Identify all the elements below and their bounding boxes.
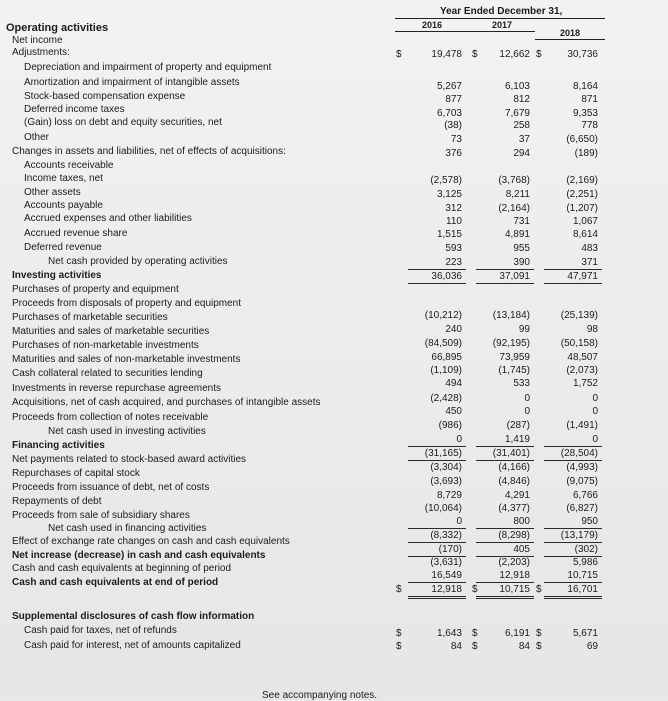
- cell-2017: 6,191: [504, 628, 530, 639]
- cell-2016: 19,478: [431, 49, 462, 60]
- cell-2018: (2,169): [566, 175, 598, 186]
- row-label: Purchases of marketable securities: [12, 312, 168, 323]
- cell-2016: 8,729: [436, 490, 462, 501]
- total-rule: [476, 542, 534, 543]
- row-label: Cash paid for taxes, net of refunds: [24, 625, 177, 636]
- cell-2017: (3,768): [498, 175, 530, 186]
- cell-2017: 258: [513, 120, 530, 131]
- row-label: Cash collateral related to securities lending: [12, 368, 203, 379]
- total-rule: [476, 596, 534, 597]
- total-rule: [544, 283, 602, 284]
- cell-2017: 0: [524, 393, 530, 404]
- cell-2016: 6,703: [436, 108, 462, 119]
- cell-2018: (28,504): [560, 448, 598, 459]
- dollar-sign: $: [396, 49, 402, 60]
- cell-2017: 812: [513, 94, 530, 105]
- cell-2016: 16,549: [431, 570, 462, 581]
- cell-2017: 6,103: [504, 81, 530, 92]
- cell-2018: (6,650): [566, 134, 598, 145]
- cell-2016: 0: [456, 434, 462, 445]
- cell-2016: (3,693): [430, 476, 462, 487]
- cell-2017: 7,679: [504, 108, 530, 119]
- row-label: Income taxes, net: [24, 173, 103, 184]
- row-label: Net cash used in investing activities: [48, 426, 206, 437]
- row-label: Purchases of non-marketable investments: [12, 340, 199, 351]
- cell-2018: 1,752: [572, 378, 598, 389]
- row-label: Proceeds from sale of subsidiary shares: [12, 510, 190, 521]
- cell-2016: 3,125: [436, 189, 462, 200]
- row-label: Purchases of property and equipment: [12, 284, 179, 295]
- row-label: Investments in reverse repurchase agreements: [12, 383, 221, 394]
- year-2018: 2018: [560, 28, 581, 38]
- cell-2018: 5,671: [572, 628, 598, 639]
- cell-2018: (13,179): [560, 530, 598, 541]
- total-rule: [408, 283, 466, 284]
- cell-2017: 37,091: [499, 271, 530, 282]
- cell-2017: 4,891: [504, 229, 530, 240]
- row-label: Cash paid for interest, net of amounts capitalized: [24, 640, 241, 651]
- dollar-sign: $: [396, 641, 402, 652]
- cell-2018: 0: [592, 434, 598, 445]
- row-label: Deferred income taxes: [24, 104, 125, 115]
- cell-2016: (2,578): [430, 175, 462, 186]
- cell-2016: (38): [444, 120, 462, 131]
- cell-2018: 48,507: [567, 352, 598, 363]
- total-rule: [408, 582, 466, 583]
- cell-2017: 390: [513, 257, 530, 268]
- row-label: Maturities and sales of non-marketable investments: [12, 354, 241, 365]
- total-rule: [476, 283, 534, 284]
- cell-2018: 778: [581, 120, 598, 131]
- cell-2017: 37: [518, 134, 530, 145]
- row-label: Repurchases of capital stock: [12, 468, 140, 479]
- year-2017: 2017: [492, 20, 513, 30]
- total-rule: [408, 542, 466, 543]
- cell-2017: 533: [513, 378, 530, 389]
- cell-2017: 1,419: [504, 434, 530, 445]
- row-label: Maturities and sales of marketable securities: [12, 326, 210, 337]
- cell-2017: 405: [513, 544, 530, 555]
- cell-2016: 12,918: [431, 584, 462, 595]
- cell-2016: 66,895: [431, 352, 462, 363]
- cell-2018: 950: [581, 516, 598, 527]
- cell-2016: (3,304): [430, 462, 462, 473]
- cell-2018: 871: [581, 94, 598, 105]
- cell-2016: 110: [446, 216, 462, 227]
- row-label: Cash and cash equivalents at end of period: [12, 577, 219, 588]
- cell-2017: (1,745): [498, 365, 530, 376]
- cell-2017: 294: [513, 148, 530, 159]
- row-label: Proceeds from issuance of debt, net of costs: [12, 482, 210, 493]
- cell-2018: 1,067: [572, 216, 598, 227]
- cell-2018: 6,766: [572, 490, 598, 501]
- cell-2018: (2,251): [566, 189, 598, 200]
- cell-2018: 9,353: [572, 108, 598, 119]
- cell-2017: (4,377): [498, 503, 530, 514]
- cell-2018: 483: [581, 243, 598, 254]
- total-rule: [408, 528, 466, 529]
- row-label: Cash and cash equivalents at beginning of period: [12, 563, 232, 574]
- row-label: Net cash provided by operating activities: [48, 256, 228, 267]
- row-label: Net cash used in financing activities: [48, 523, 207, 534]
- cell-2017: 0: [524, 406, 530, 417]
- cell-2016: 240: [445, 324, 462, 335]
- cell-2018: 8,614: [572, 229, 598, 240]
- row-label: Proceeds from collection of notes receivable: [12, 412, 209, 423]
- cell-2016: 223: [445, 257, 462, 268]
- cell-2016: (10,064): [424, 503, 462, 514]
- total-rule: [408, 598, 466, 599]
- dollar-sign: $: [536, 641, 542, 652]
- dollar-sign: $: [536, 628, 542, 639]
- dollar-sign: $: [396, 628, 402, 639]
- row-label: Adjustments:: [12, 47, 70, 58]
- cell-2016: 450: [445, 406, 462, 417]
- cell-2016: 312: [445, 203, 462, 214]
- cell-2018: 69: [586, 641, 598, 652]
- row-label: Depreciation and impairment of property and equipment: [24, 62, 272, 73]
- cell-2017: (31,401): [492, 448, 530, 459]
- header-rule-right: [535, 39, 605, 40]
- total-rule: [476, 269, 534, 270]
- cell-2017: (287): [506, 420, 530, 431]
- cell-2017: (4,846): [498, 476, 530, 487]
- total-rule: [544, 528, 602, 529]
- cell-2016: 877: [445, 94, 462, 105]
- cell-2017: 4,291: [504, 490, 530, 501]
- row-label: Financing activities: [12, 440, 105, 451]
- cell-2018: (1,207): [566, 203, 598, 214]
- total-rule: [408, 269, 466, 270]
- row-label: Accrued revenue share: [24, 228, 128, 239]
- total-rule: [544, 269, 602, 270]
- total-rule: [408, 596, 466, 597]
- cell-2017: 800: [513, 516, 530, 527]
- cell-2016: 36,036: [431, 271, 462, 282]
- cell-2016: 376: [445, 148, 462, 159]
- cell-2017: 10,715: [499, 584, 530, 595]
- cell-2017: 99: [518, 324, 530, 335]
- row-label: Accounts receivable: [24, 160, 114, 171]
- dollar-sign: $: [472, 49, 478, 60]
- cell-2018: 371: [581, 257, 598, 268]
- total-rule: [408, 460, 466, 461]
- cell-2017: 73,959: [499, 352, 530, 363]
- cell-2018: 16,701: [567, 584, 598, 595]
- header-rule-mid: [395, 31, 535, 32]
- total-rule: [544, 598, 602, 599]
- cell-2018: (50,158): [560, 338, 598, 349]
- cell-2016: (10,212): [424, 310, 462, 321]
- row-label: Effect of exchange rate changes on cash and cash equivalents: [12, 536, 290, 547]
- cell-2018: (6,827): [566, 503, 598, 514]
- cell-2016: 73: [450, 134, 462, 145]
- cell-2017: 731: [513, 216, 530, 227]
- total-rule: [476, 582, 534, 583]
- cell-2018: (189): [574, 148, 598, 159]
- cell-2016: 593: [445, 243, 462, 254]
- total-rule: [476, 460, 534, 461]
- cell-2016: (170): [438, 544, 462, 555]
- row-label: Supplemental disclosures of cash flow information: [12, 611, 255, 622]
- dollar-sign: $: [472, 628, 478, 639]
- cell-2017: 955: [513, 243, 530, 254]
- cell-2018: 98: [586, 324, 598, 335]
- cell-2016: 0: [456, 516, 462, 527]
- dollar-sign: $: [396, 584, 402, 595]
- cell-2016: 494: [445, 378, 462, 389]
- cell-2016: 5,267: [436, 81, 462, 92]
- row-label: Net payments related to stock-based award activities: [12, 454, 246, 465]
- cell-2018: 10,715: [567, 570, 598, 581]
- total-rule: [544, 582, 602, 583]
- row-label: (Gain) loss on debt and equity securities, net: [24, 117, 222, 128]
- cell-2016: (3,631): [430, 557, 462, 568]
- cell-2018: (2,073): [566, 365, 598, 376]
- cell-2016: 1,515: [436, 229, 462, 240]
- cell-2016: (84,509): [424, 338, 462, 349]
- dollar-sign: $: [472, 584, 478, 595]
- cell-2017: 8,211: [505, 189, 530, 200]
- cell-2018: 8,164: [572, 81, 598, 92]
- cell-2017: (2,203): [498, 557, 530, 568]
- cell-2017: (8,298): [498, 530, 530, 541]
- cell-2016: (2,428): [430, 393, 462, 404]
- cell-2018: (1,491): [566, 420, 598, 431]
- cell-2018: (4,993): [566, 462, 598, 473]
- cell-2016: (8,332): [430, 530, 462, 541]
- row-label: Repayments of debt: [12, 496, 102, 507]
- row-label: Stock-based compensation expense: [24, 91, 186, 102]
- header-title: Year Ended December 31,: [440, 6, 563, 17]
- cell-2017: 84: [518, 641, 530, 652]
- cell-2018: (302): [574, 544, 598, 555]
- cell-2018: 0: [592, 406, 598, 417]
- row-label: Other: [24, 132, 50, 143]
- row-label: Amortization and impairment of intangible assets: [24, 77, 240, 88]
- total-rule: [476, 598, 534, 599]
- total-rule: [544, 542, 602, 543]
- cell-2016: (31,165): [424, 448, 462, 459]
- row-label: Net income: [12, 35, 63, 46]
- row-label: Proceeds from disposals of property and equipment: [12, 298, 242, 309]
- cell-2018: (25,139): [560, 310, 598, 321]
- cell-2017: (92,195): [492, 338, 530, 349]
- row-label: Changes in assets and liabilities, net of effects of acquisitions:: [12, 146, 286, 157]
- cell-2018: 5,986: [572, 557, 598, 568]
- year-2016: 2016: [422, 20, 443, 30]
- row-label: Investing activities: [12, 270, 102, 281]
- cell-2017: (2,164): [498, 203, 530, 214]
- row-label: Deferred revenue: [24, 242, 102, 253]
- cell-2016: 1,643: [436, 628, 462, 639]
- row-label: Accounts payable: [24, 200, 103, 211]
- dollar-sign: $: [536, 49, 542, 60]
- row-label: Acquisitions, net of cash acquired, and purchases of intangible assets: [12, 397, 321, 408]
- cell-2017: (13,184): [492, 310, 530, 321]
- row-label: Accrued expenses and other liabilities: [24, 213, 192, 224]
- dollar-sign: $: [536, 584, 542, 595]
- row-label: Other assets: [24, 187, 81, 198]
- cell-2016: (986): [438, 420, 462, 431]
- cell-2016: (1,109): [430, 365, 462, 376]
- dollar-sign: $: [472, 641, 478, 652]
- total-rule: [476, 528, 534, 529]
- total-rule: [544, 446, 602, 447]
- cell-2018: 0: [592, 393, 598, 404]
- total-rule: [544, 596, 602, 597]
- row-label: Operating activities: [6, 22, 109, 34]
- cell-2016: 84: [450, 641, 462, 652]
- cell-2018: (9,075): [566, 476, 598, 487]
- cell-2017: 12,918: [499, 570, 530, 581]
- total-rule: [408, 446, 466, 447]
- cell-2017: 12,662: [499, 49, 530, 60]
- total-rule: [544, 460, 602, 461]
- row-label: Net increase (decrease) in cash and cash equivalents: [12, 550, 266, 561]
- cell-2018: 47,971: [567, 271, 598, 282]
- header-rule-top: [395, 18, 605, 19]
- total-rule: [476, 446, 534, 447]
- cell-2017: (4,166): [498, 462, 530, 473]
- cell-2018: 30,736: [567, 49, 598, 60]
- footer-note: See accompanying notes.: [262, 690, 378, 701]
